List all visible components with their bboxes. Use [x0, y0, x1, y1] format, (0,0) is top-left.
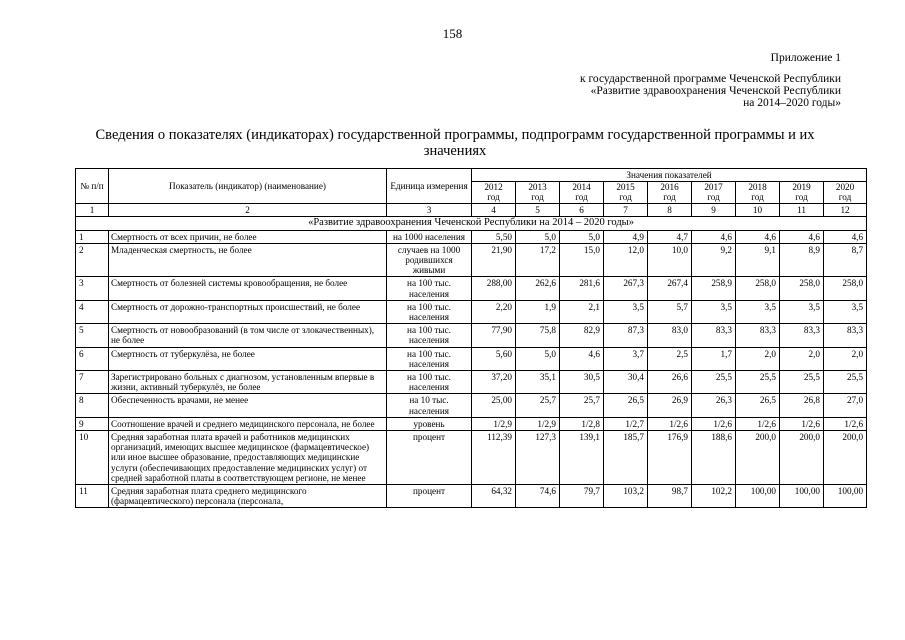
indicator-value: 82,9 — [560, 324, 604, 347]
indicator-value: 3,5 — [692, 300, 736, 323]
indicator-value: 2,5 — [648, 347, 692, 370]
row-number: 5 — [76, 324, 109, 347]
indicator-value: 8,9 — [780, 243, 824, 277]
indicator-value: 258,9 — [692, 277, 736, 300]
indicator-value: 1/2,9 — [516, 417, 560, 430]
indicator-value: 27,0 — [824, 394, 867, 417]
indicator-value: 77,90 — [472, 324, 516, 347]
header-year — [736, 182, 780, 204]
indicator-value: 4,6 — [780, 230, 824, 243]
indicator-unit: на 1000 населения — [387, 230, 472, 243]
indicator-value: 1/2,6 — [824, 417, 867, 430]
indicator-value: 4,6 — [736, 230, 780, 243]
indicator-value: 103,2 — [604, 485, 648, 508]
indicator-value: 1/2,6 — [780, 417, 824, 430]
column-index-cell: 5 — [516, 204, 560, 217]
row-number: 6 — [76, 347, 109, 370]
header-values: Значения показателей — [472, 169, 867, 182]
table-row — [76, 485, 867, 508]
table-row — [76, 347, 867, 370]
column-index-cell: 8 — [648, 204, 692, 217]
header-year — [780, 182, 824, 204]
row-number: 1 — [76, 230, 109, 243]
indicator-name: Смертность от дорожно-транспортных происшествий, не более — [109, 300, 387, 323]
indicator-value: 25,5 — [736, 371, 780, 394]
header-year-number: 2012 — [484, 182, 503, 193]
indicator-value: 1/2,6 — [648, 417, 692, 430]
header-year-word: год — [838, 191, 852, 202]
header-year — [516, 182, 560, 204]
section-title: «Развитие здравоохранения Чеченской Республики на 2014 – 2020 годы» — [76, 217, 867, 230]
indicator-value: 9,2 — [692, 243, 736, 277]
header-year-word: год — [663, 191, 676, 202]
indicator-unit: на 100 тыс. населения — [387, 277, 472, 300]
table-row — [76, 277, 867, 300]
indicator-name: Средняя заработная плата среднего медицинского (фармацевтического) персонала (персонала, — [109, 485, 387, 508]
indicator-name: Смертность от болезней системы кровообращения, не более — [109, 277, 387, 300]
table-row — [76, 417, 867, 430]
indicator-value: 258,0 — [780, 277, 824, 300]
indicator-value: 83,3 — [780, 324, 824, 347]
row-number: 10 — [76, 431, 109, 485]
indicator-value: 26,6 — [648, 371, 692, 394]
indicator-value: 188,6 — [692, 431, 736, 485]
indicator-value: 200,0 — [736, 431, 780, 485]
indicator-value: 2,1 — [560, 300, 604, 323]
indicator-value: 2,0 — [824, 347, 867, 370]
appendix-note — [580, 52, 841, 109]
indicator-value: 5,60 — [472, 347, 516, 370]
indicator-value: 3,5 — [736, 300, 780, 323]
header-year — [648, 182, 692, 204]
indicator-value: 35,1 — [516, 371, 560, 394]
indicator-value: 25,7 — [560, 394, 604, 417]
row-number: 11 — [76, 485, 109, 508]
indicator-value: 5,7 — [648, 300, 692, 323]
indicator-value: 83,3 — [736, 324, 780, 347]
indicator-value: 1/2,7 — [604, 417, 648, 430]
indicator-value: 3,7 — [604, 347, 648, 370]
indicator-value: 281,6 — [560, 277, 604, 300]
indicator-name: Соотношение врачей и среднего медицинского персонала, не более — [109, 417, 387, 430]
indicator-value: 200,0 — [824, 431, 867, 485]
indicator-name: Обеспеченность врачами, не менее — [109, 394, 387, 417]
indicator-unit: процент — [387, 431, 472, 485]
table-row — [76, 371, 867, 394]
indicator-value: 1/2,6 — [736, 417, 780, 430]
indicator-value: 26,5 — [604, 394, 648, 417]
column-index-cell: 10 — [736, 204, 780, 217]
column-index-cell: 12 — [824, 204, 867, 217]
table-row — [76, 431, 867, 485]
indicator-value: 1/2,6 — [692, 417, 736, 430]
indicator-unit: процент — [387, 485, 472, 508]
row-number: 9 — [76, 417, 109, 430]
indicator-value: 4,6 — [560, 347, 604, 370]
indicator-value: 267,3 — [604, 277, 648, 300]
indicator-value: 100,00 — [824, 485, 867, 508]
indicator-value: 102,2 — [692, 485, 736, 508]
indicator-value: 2,20 — [472, 300, 516, 323]
indicators-table — [75, 168, 867, 508]
indicator-value: 200,0 — [780, 431, 824, 485]
indicator-value: 258,0 — [824, 277, 867, 300]
indicator-unit: случаев на 1000 родившихся живыми — [387, 243, 472, 277]
indicator-value: 176,9 — [648, 431, 692, 485]
indicator-value: 26,9 — [648, 394, 692, 417]
indicator-name: Смертность от туберкулёза, не более — [109, 347, 387, 370]
indicator-value: 112,39 — [472, 431, 516, 485]
indicator-value: 4,6 — [692, 230, 736, 243]
indicator-value: 21,90 — [472, 243, 516, 277]
table-row — [76, 324, 867, 347]
header-year — [692, 182, 736, 204]
indicator-value: 83,3 — [824, 324, 867, 347]
indicator-value: 139,1 — [560, 431, 604, 485]
header-year — [604, 182, 648, 204]
table-row — [76, 394, 867, 417]
indicator-value: 25,00 — [472, 394, 516, 417]
indicator-value: 2,0 — [780, 347, 824, 370]
indicator-value: 185,7 — [604, 431, 648, 485]
header-year — [824, 182, 867, 204]
indicator-value: 8,7 — [824, 243, 867, 277]
header-year-number: 2019 — [792, 182, 811, 193]
indicator-value: 4,7 — [648, 230, 692, 243]
page-number: 158 — [442, 26, 463, 41]
header-unit: Единица измерения — [387, 169, 472, 204]
indicator-name: Смертность от всех причин, не более — [109, 230, 387, 243]
column-index-cell: 6 — [560, 204, 604, 217]
header-year-number: 2017 — [704, 182, 723, 193]
indicator-value: 26,8 — [780, 394, 824, 417]
indicator-value: 100,00 — [736, 485, 780, 508]
indicator-value: 3,5 — [604, 300, 648, 323]
column-index-cell: 3 — [387, 204, 472, 217]
table-row — [76, 230, 867, 243]
indicator-value: 98,7 — [648, 485, 692, 508]
indicator-value: 25,5 — [824, 371, 867, 394]
column-index-row — [76, 204, 867, 217]
indicator-value: 258,0 — [736, 277, 780, 300]
header-year-word: год — [619, 191, 632, 202]
row-number: 4 — [76, 300, 109, 323]
indicator-value: 37,20 — [472, 371, 516, 394]
column-index-cell: 1 — [76, 204, 109, 217]
header-year — [472, 182, 516, 204]
indicator-value: 262,6 — [516, 277, 560, 300]
header-year-number: 2013 — [528, 182, 547, 193]
indicator-value: 5,0 — [516, 347, 560, 370]
indicator-value: 1,7 — [692, 347, 736, 370]
indicator-value: 1/2,8 — [560, 417, 604, 430]
section-row — [76, 217, 867, 230]
header-year-word: год — [575, 191, 588, 202]
indicator-value: 5,0 — [516, 230, 560, 243]
indicator-value: 25,5 — [780, 371, 824, 394]
indicator-unit: на 100 тыс. населения — [387, 300, 472, 323]
appendix-line: к государственной программе Чеченской Республики — [580, 73, 841, 85]
indicator-value: 4,6 — [824, 230, 867, 243]
indicator-value: 12,0 — [604, 243, 648, 277]
indicator-value: 26,5 — [736, 394, 780, 417]
indicator-value: 17,2 — [516, 243, 560, 277]
indicator-value: 127,3 — [516, 431, 560, 485]
header-year-word: год — [531, 191, 544, 202]
indicator-name: Зарегистрировано больных с диагнозом, установленным впервые в жизни, активный туберкулёз, не более — [109, 371, 387, 394]
indicator-value: 74,6 — [516, 485, 560, 508]
header-year-number: 2020 — [835, 182, 855, 193]
indicator-name: Смертность от новообразований (в том числе от злокачественных), не более — [109, 324, 387, 347]
indicator-name: Средняя заработная плата врачей и работников медицинских организаций, имеющих высшее медицинское (фармацевтическое) или иное высшее образование, предоставляющих медицинские услуги (обеспечивающих предоставление медицинских услуг) от средней заработной платы в соответствующем регионе, не менее — [109, 431, 387, 485]
appendix-line: на 2014–2020 годы» — [743, 97, 841, 109]
row-number: 3 — [76, 277, 109, 300]
indicator-value: 83,3 — [692, 324, 736, 347]
indicator-value: 1,9 — [516, 300, 560, 323]
header-year-word: год — [795, 191, 808, 202]
row-number: 2 — [76, 243, 109, 277]
indicator-value: 64,32 — [472, 485, 516, 508]
indicator-value: 30,5 — [560, 371, 604, 394]
indicator-value: 10,0 — [648, 243, 692, 277]
header-year-number: 2018 — [748, 182, 767, 193]
table-row — [76, 300, 867, 323]
indicator-value: 2,0 — [736, 347, 780, 370]
indicator-value: 3,5 — [824, 300, 867, 323]
column-index-cell: 2 — [109, 204, 387, 217]
indicator-value: 30,4 — [604, 371, 648, 394]
indicator-value: 15,0 — [560, 243, 604, 277]
indicator-value: 5,50 — [472, 230, 516, 243]
indicator-unit: уровень — [387, 417, 472, 430]
header-year-word: год — [751, 191, 764, 202]
header-year-word: год — [707, 191, 720, 202]
indicator-value: 288,00 — [472, 277, 516, 300]
column-index-cell: 4 — [472, 204, 516, 217]
indicator-value: 26,3 — [692, 394, 736, 417]
indicator-value: 3,5 — [780, 300, 824, 323]
indicator-value: 4,9 — [604, 230, 648, 243]
indicator-unit: на 10 тыс. населения — [387, 394, 472, 417]
indicator-unit: на 100 тыс. населения — [387, 371, 472, 394]
indicator-value: 87,3 — [604, 324, 648, 347]
header-num: № п/п — [76, 169, 109, 204]
indicator-unit: на 100 тыс. населения — [387, 324, 472, 347]
indicator-value: 100,00 — [780, 485, 824, 508]
document-title: Сведения о показателях (индикаторах) государственной программы, подпрограмм государственной программы и их значениях — [95, 127, 815, 159]
indicator-value: 267,4 — [648, 277, 692, 300]
appendix-line: «Развитие здравоохранения Чеченской Республики — [590, 85, 841, 97]
indicator-value: 83,0 — [648, 324, 692, 347]
indicator-value: 75,8 — [516, 324, 560, 347]
header-year-number: 2014 — [572, 182, 591, 193]
header-year — [560, 182, 604, 204]
indicator-value: 25,5 — [692, 371, 736, 394]
indicator-value: 1/2,9 — [472, 417, 516, 430]
column-index-cell: 9 — [692, 204, 736, 217]
header-year-number: 2015 — [616, 182, 635, 193]
indicator-value: 9,1 — [736, 243, 780, 277]
column-index-cell: 7 — [604, 204, 648, 217]
appendix-title: Приложение 1 — [770, 52, 841, 64]
table-row — [76, 243, 867, 277]
indicator-unit: на 100 тыс. населения — [387, 347, 472, 370]
indicator-value: 25,7 — [516, 394, 560, 417]
indicator-name: Младенческая смертность, не более — [109, 243, 387, 277]
header-year-word: год — [487, 191, 500, 202]
indicator-value: 5,0 — [560, 230, 604, 243]
row-number: 7 — [76, 371, 109, 394]
header-year-number: 2016 — [660, 182, 679, 193]
indicator-value: 79,7 — [560, 485, 604, 508]
header-name: Показатель (индикатор) (наименование) — [109, 169, 387, 204]
row-number: 8 — [76, 394, 109, 417]
column-index-cell: 11 — [780, 204, 824, 217]
